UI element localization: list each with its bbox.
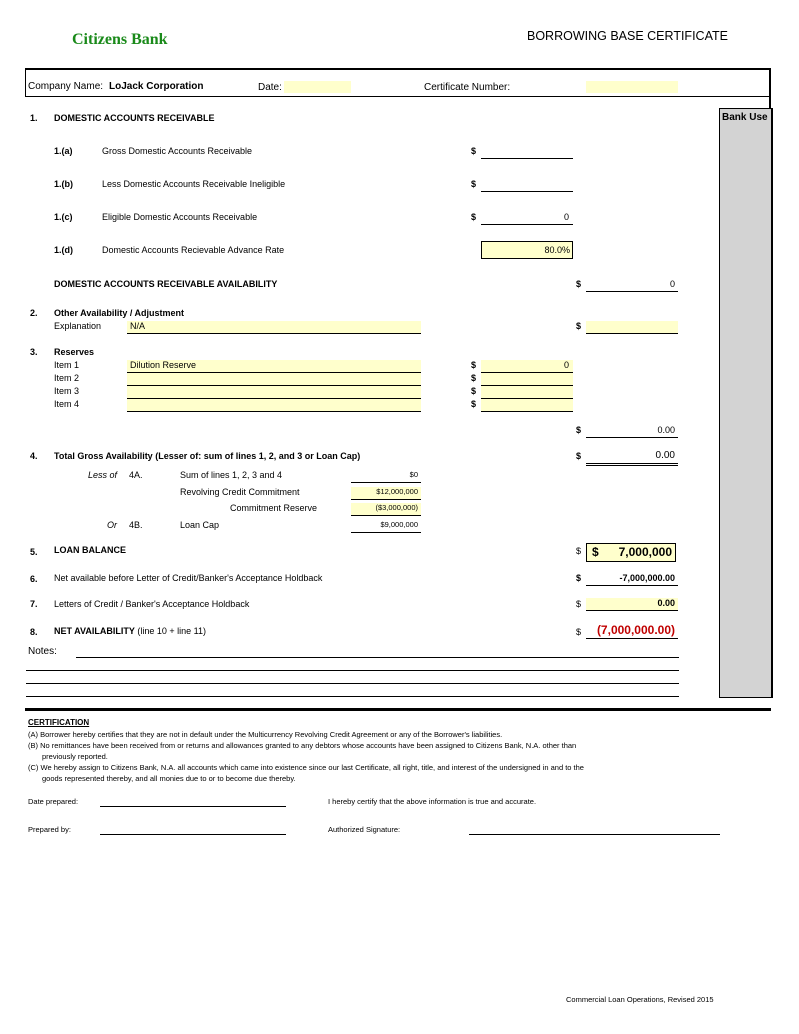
line-1b-label: Less Domestic Accounts Receivable Ineligible: [102, 179, 286, 189]
revolving-credit-commitment-label: Revolving Credit Commitment: [180, 487, 300, 497]
line-1b-value[interactable]: [481, 179, 573, 192]
date-label: Date:: [258, 82, 282, 93]
document-title: BORROWING BASE CERTIFICATE: [527, 29, 728, 43]
reserve-item-1-label: Item 1: [54, 360, 80, 370]
ar-availability-label: DOMESTIC ACCOUNTS RECEIVABLE AVAILABILITY: [54, 279, 278, 289]
reserve-item-4-value[interactable]: [481, 399, 573, 412]
frame-top-border: [25, 68, 771, 70]
frame-left-border: [25, 68, 26, 97]
line-1c-code: 1.(c): [54, 212, 73, 222]
notes-label: Notes:: [28, 646, 57, 657]
line-1c-label: Eligible Domestic Accounts Receivable: [102, 212, 258, 222]
frame-right-border: [769, 68, 771, 108]
line-1c-dollar: $: [471, 212, 477, 222]
reserves-total-value: 0.00: [586, 425, 678, 438]
reserve-item-4-dollar: $: [471, 399, 477, 409]
bank-logo-text: Citizens Bank: [72, 31, 168, 48]
date-prepared-line[interactable]: [100, 806, 286, 807]
line-1b-dollar: $: [471, 179, 477, 189]
revolving-credit-commitment-value[interactable]: $12,000,000: [351, 487, 421, 500]
authorized-signature-line[interactable]: [469, 834, 720, 835]
section-6-number: 6.: [30, 574, 38, 584]
certification-b-line-2: previously reported.: [42, 752, 108, 761]
net-availability-label-suffix: (line 10 + line 11): [134, 626, 206, 636]
line-1d-label: Domestic Accounts Recievable Advance Rate: [102, 245, 285, 255]
or-label: Or: [107, 520, 117, 530]
certification-a: (A) Borrower hereby certifies that they are not in default under the Multicurrency Revolving Credit Agreement or any of the Borrower's liabilities.: [28, 730, 503, 739]
certification-c-line-2: goods represented thereby, and all monies due to or to become due thereby.: [42, 774, 296, 783]
line-4a-value: $0: [351, 470, 421, 483]
net-available-label: Net available before Letter of Credit/Banker's Acceptance Holdback: [54, 573, 323, 583]
company-name-value[interactable]: LoJack Corporation: [109, 81, 204, 92]
frame-bottom-border: [25, 708, 771, 711]
bank-use-label: Bank Use: [722, 112, 768, 123]
net-availability-dollar: $: [576, 627, 582, 637]
net-available-value: -7,000,000.00: [586, 573, 678, 586]
total-gross-availability-value: 0.00: [586, 450, 678, 466]
authorized-signature-label: Authorized Signature:: [328, 825, 401, 834]
less-of-label: Less of: [88, 470, 118, 480]
notes-line-2[interactable]: [26, 670, 679, 671]
net-availability-label-main: NET AVAILABILITY: [54, 626, 135, 636]
explanation-input[interactable]: N/A: [127, 321, 421, 334]
ar-availability-dollar: $: [576, 279, 582, 289]
section-2-dollar: $: [576, 321, 582, 331]
line-1b-code: 1.(b): [54, 179, 73, 189]
prepared-by-label: Prepared by:: [28, 825, 71, 834]
bank-use-column: [719, 108, 773, 698]
reserve-item-1-value[interactable]: 0: [481, 360, 573, 373]
section-8-number: 8.: [30, 627, 38, 637]
notes-line-4[interactable]: [26, 696, 679, 697]
section-4-title: Total Gross Availability (Lesser of: sum of lines 1, 2, and 3 or Loan Cap): [54, 451, 361, 461]
section-2-number: 2.: [30, 308, 38, 318]
line-4a-code: 4A.: [129, 470, 143, 480]
loan-balance-outer-dollar: $: [576, 546, 582, 556]
line-1a-code: 1.(a): [54, 146, 73, 156]
net-availability-label: [54, 626, 206, 636]
reserve-item-1-desc[interactable]: Dilution Reserve: [127, 360, 421, 373]
prepared-by-line[interactable]: [100, 834, 286, 835]
line-1a-dollar: $: [471, 146, 477, 156]
company-name-label: Company Name:: [28, 81, 104, 92]
date-input[interactable]: [284, 81, 351, 93]
certification-title: CERTIFICATION: [28, 718, 90, 727]
reserve-item-2-dollar: $: [471, 373, 477, 383]
line-1a-label: Gross Domestic Accounts Receivable: [102, 146, 253, 156]
reserve-item-3-dollar: $: [471, 386, 477, 396]
commitment-reserve-value[interactable]: ($3,000,000): [351, 503, 421, 516]
holdback-label: Letters of Credit / Banker's Acceptance Holdback: [54, 599, 250, 609]
loan-balance-dollar: $: [592, 545, 599, 559]
line-1d-code: 1.(d): [54, 245, 73, 255]
loan-cap-value: $9,000,000: [351, 520, 421, 533]
loan-cap-label: Loan Cap: [180, 520, 220, 530]
certify-statement: I hereby certify that the above information is true and accurate.: [328, 797, 537, 806]
section-4-number: 4.: [30, 451, 38, 461]
holdback-input[interactable]: 0.00: [586, 598, 678, 611]
reserve-item-2-value[interactable]: [481, 373, 573, 386]
reserve-item-3-desc[interactable]: [127, 386, 421, 399]
certification-c-line-1: (C) We hereby assign to Citizens Bank, N.A. all accounts which came into existence since our last Certificate, all right, title, and interest of the undersigned in and to the: [28, 763, 584, 772]
reserve-item-3-label: Item 3: [54, 386, 80, 396]
notes-line-3[interactable]: [26, 683, 679, 684]
line-4b-code: 4B.: [129, 520, 143, 530]
advance-rate-input[interactable]: 80.0%: [481, 241, 573, 259]
reserve-item-2-desc[interactable]: [127, 373, 421, 386]
reserve-item-4-desc[interactable]: [127, 399, 421, 412]
section-3-number: 3.: [30, 347, 38, 357]
explanation-label: Explanation: [54, 321, 102, 331]
holdback-dollar: $: [576, 599, 582, 609]
loan-balance-value: 7,000,000: [618, 545, 672, 559]
section-4-dollar: $: [576, 451, 582, 461]
reserve-item-2-label: Item 2: [54, 373, 80, 383]
certificate-number-input[interactable]: [586, 81, 678, 93]
header-divider: [25, 96, 771, 97]
commitment-reserve-label: Commitment Reserve: [230, 503, 318, 513]
certification-b-line-1: (B) No remittances have been received from or returns and allowances granted to any debtors whose accounts have been assigned to Citizens Bank, N.A. other than: [28, 741, 577, 750]
notes-line-1[interactable]: [76, 657, 679, 658]
net-available-dollar: $: [576, 573, 582, 583]
line-4a-label: Sum of lines 1, 2, 3 and 4: [180, 470, 283, 480]
section-3-title: Reserves: [54, 347, 95, 357]
loan-balance-label: LOAN BALANCE: [54, 545, 126, 555]
reserves-total-dollar: $: [576, 425, 582, 435]
loan-balance-input[interactable]: [586, 543, 676, 562]
reserve-item-3-value[interactable]: [481, 386, 573, 399]
net-availability-value: (7,000,000.00): [586, 623, 678, 639]
reserve-item-4-label: Item 4: [54, 399, 80, 409]
section-5-number: 5.: [30, 547, 38, 557]
line-1c-value: 0: [481, 212, 573, 225]
line-1a-value[interactable]: [481, 146, 573, 159]
ar-availability-value: 0: [586, 279, 678, 292]
section-1-title: DOMESTIC ACCOUNTS RECEIVABLE: [54, 113, 215, 123]
section-2-title: Other Availability / Adjustment: [54, 308, 185, 318]
footer-revision: Commercial Loan Operations, Revised 2015: [566, 995, 714, 1004]
section-1-number: 1.: [30, 113, 38, 123]
section-7-number: 7.: [30, 599, 38, 609]
reserve-item-1-dollar: $: [471, 360, 477, 370]
date-prepared-label: Date prepared:: [28, 797, 79, 806]
other-availability-input[interactable]: [586, 321, 678, 334]
certificate-number-label: Certificate Number:: [424, 82, 511, 93]
